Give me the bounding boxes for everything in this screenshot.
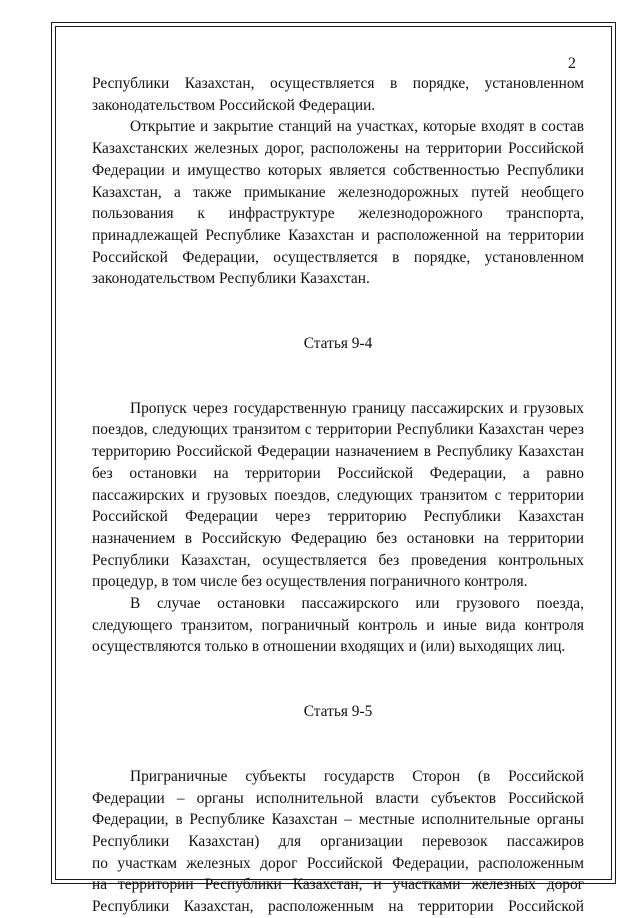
- text-line: Пропуск через государственную границу пассажирских и грузовых: [130, 399, 584, 417]
- text-line: Российской Федерации через территорию Республики Казахстан: [92, 508, 584, 526]
- text-line: Республики Казахстан, расположенным на территории Российской: [92, 898, 584, 916]
- text-line: Республики Казахстан) для организации перевозок пассажиров: [92, 832, 584, 850]
- article-heading: Статья 9-5: [303, 703, 373, 721]
- text-line: по участкам железных дорог Российской Федерации, расположенным: [92, 854, 584, 872]
- text-line: процедур, в том числе без осуществления пограничного контроля.: [92, 573, 528, 591]
- page-number: 2: [568, 55, 576, 72]
- text-line: Российской Федерации, осуществляется в порядке, установленном: [92, 248, 584, 266]
- text-line: поездов, следующих транзитом с территории Республики Казахстан через: [92, 421, 584, 439]
- text-line: Федерации, в Республике Казахстан – местные исполнительные органы: [92, 811, 584, 829]
- text-line: пассажирских и грузовых поездов, следующих транзитом с территории: [92, 486, 584, 504]
- text-line: Федерации и имущество которых является собственностью Республики: [92, 161, 584, 179]
- paragraph: [92, 398, 584, 593]
- text-line: следующего транзитом, пограничный контроль и иные вида контроля: [92, 616, 584, 634]
- text-line: Федерации – органы исполнительной власти субъектов Российской: [92, 789, 584, 807]
- text-line: Казахстан, а также примыкание железнодорожных путей необщего: [92, 183, 584, 201]
- text-line: на территории Республики Казахстан, и участками железных дорог: [92, 876, 584, 894]
- text-line: Республики Казахстан, осуществляется в порядке, установленном: [92, 75, 584, 92]
- text-line: пользования к инфраструктуре железнодорожного транспорта,: [92, 205, 584, 223]
- text-line: территорию Российской Федерации назначением в Республику Казахстан: [92, 443, 584, 461]
- paragraph: [92, 73, 584, 116]
- text-line: Приграничные субъекты государств Сторон (в Российской: [130, 767, 584, 785]
- article-heading: Статья 9-4: [303, 335, 373, 353]
- text-line: Республики Казахстан, осуществляется без проведения контрольных: [92, 551, 584, 569]
- text-line: осуществляются только в отношении входящих и (или) выходящих лиц.: [92, 638, 566, 656]
- text-line: законодательством Российской Федерации.: [92, 96, 376, 114]
- document-body: [92, 73, 584, 918]
- text-line: законодательством Республики Казахстан.: [92, 270, 370, 288]
- text-line: принадлежащей Республике Казахстан и расположенной на территории: [92, 226, 584, 244]
- text-line: Открытие и закрытие станций на участках, которые входят в состав: [130, 118, 584, 136]
- text-line: назначением в Российскую Федерацию без остановки на территории: [92, 529, 584, 547]
- paragraph: [92, 593, 584, 658]
- text-line: без остановки на территории Российской Федерации, а равно: [92, 464, 584, 482]
- paragraph: [92, 116, 584, 290]
- text-line: Казахстанских железных дорог, расположены на территории Российской: [92, 140, 584, 158]
- text-line: В случае остановки пассажирского или грузового поезда,: [130, 595, 584, 613]
- paragraph: [92, 766, 584, 918]
